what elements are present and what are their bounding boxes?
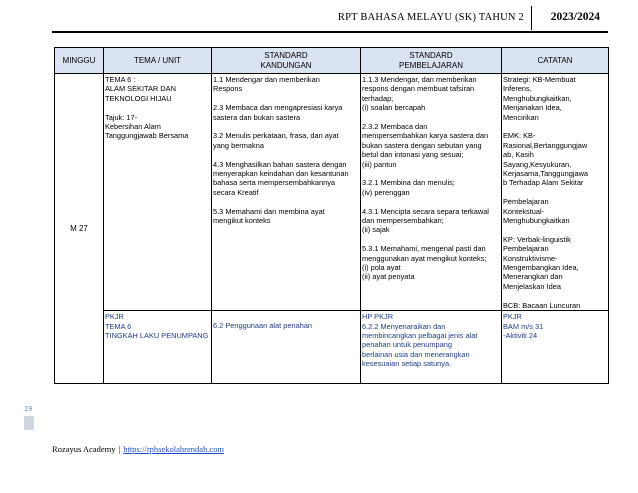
page-header [52, 6, 608, 32]
pkjr-catatan-cell: PKJR BAM m/s 31 -Aktiviti 24 [502, 311, 609, 384]
footer-separator: | [118, 444, 121, 454]
page-number: 19 [24, 404, 33, 413]
standard-pembelajaran-cell: 1.1.3 Mendengar, dan memberikan respons dengan membuat tafsiran terhadap; (i) soalan bercapah 2.3.2 Membaca dan mempersembahkan karya sastera dan bukan sastera dengan sebutan yang betul dan intonasi yang sesuai; (iii) pantun 3.2.1 Membina dan menulis; (iv) perenggan 4.3.1 Mencipta secara separa terkawal dan mempersembahkan; (ii) sajak 5.3.1 Memahami, mengenal pasti dan menggunakan ayat mengikut konteks; (i) pola ayat (ii) ayat penyata [361, 74, 502, 311]
page-side-tab [24, 416, 34, 430]
header-standard-kandungan: STANDARD KANDUNGAN [212, 48, 361, 74]
header-rule [52, 31, 608, 33]
footer-academy-name: Rozayus Academy [52, 444, 116, 454]
header-tema-unit: TEMA / UNIT [104, 48, 212, 74]
tema-cell: TEMA 6 : ALAM SEKITAR DAN TEKNOLOGI HIJAU Tajuk: 17- Kebersihan Alam Tanggungjawab Bersama [104, 74, 212, 311]
table-header-row [55, 48, 609, 74]
school-year: 2023/2024 [550, 11, 600, 23]
table-row [55, 74, 609, 311]
rpt-table [54, 47, 609, 384]
catatan-cell: Strategi: KB-Membuat Inferens, Menghubungkaitkan, Menjanakan Idea, Mencirikan EMK: KB- Rasional,Bertanggungjaw ab, Kasih Sayang,Kesyukuran, Kerjasama,Tanggungjawa b Terhadap Alam Sekitar Pembelajaran Kontekstual- Menghubungkaitkan KP: Verbak-linguistik Pembelajaran Konstruktivisme- Mengembangkan Idea, Menerangkan dan Menjelaskan Idea BCB: Bacaan Luncuran [502, 74, 609, 311]
document-title: RPT BAHASA MELAYU (SK) TAHUN 2 [337, 12, 524, 23]
pkjr-tema-cell: PKJR TEMA 6 TINGKAH LAKU PENUMPANG [104, 311, 212, 384]
table-row-pkjr [55, 311, 609, 384]
footer-website-link[interactable]: https://rphsekolahrendah.com [123, 444, 224, 454]
standard-kandungan-cell: 1.1 Mendengar dan memberikan Respons 2.3 Membaca dan mengapresiasi karya sastera dan bukan sastera 3.2 Menulis perkataan, frasa, dan ayat yang bermakna 4.3 Menghasilkan bahan sastera dengan menyerapkan keindahan dan kesantunan bahasa serta mempersembahkannya secara Kreatif 5.3 Memahami dan membina ayat mengikut konteks [212, 74, 361, 311]
pkjr-standard-pembelajaran-cell: HP PKJR 6.2.2 Menyenaraikan dan membincangkan pelbagai jenis alat penahan untuk penumpang berlainan usia dan menerangkan kesesuaian setiap satunya. [361, 311, 502, 384]
header-standard-pembelajaran: STANDARD PEMBELAJARAN [361, 48, 502, 74]
week-cell: M 27 [55, 74, 104, 384]
header-divider [531, 6, 532, 30]
pkjr-standard-kandungan-cell: 6.2 Penggunaan alat penahan [212, 311, 361, 384]
header-minggu: MINGGU [55, 48, 104, 74]
page-footer [52, 444, 224, 454]
header-catatan: CATATAN [502, 48, 609, 74]
